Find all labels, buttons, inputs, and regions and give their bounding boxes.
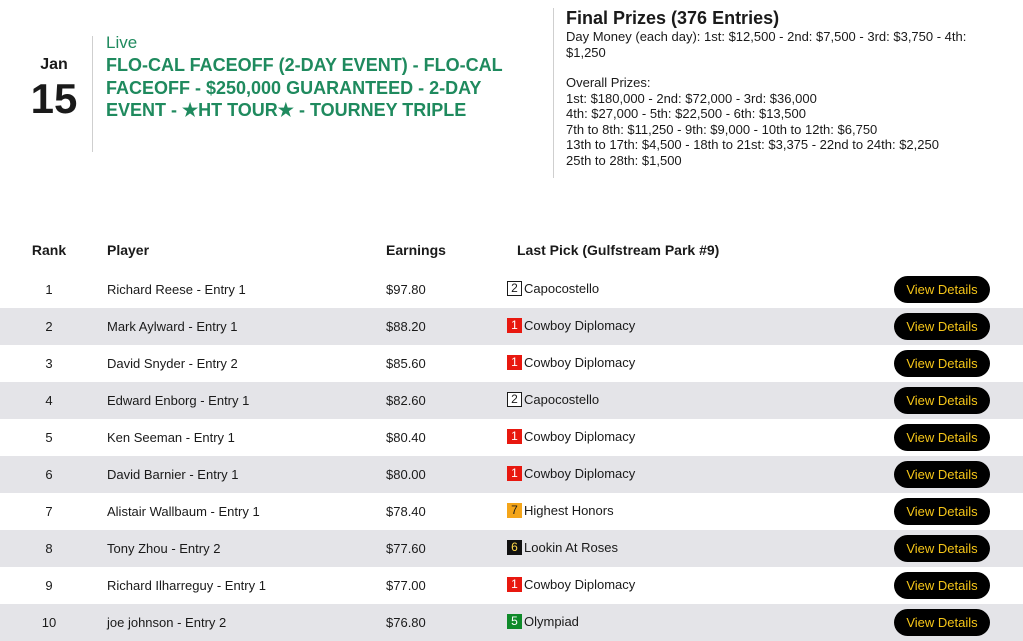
header-earnings: Earnings — [386, 242, 446, 258]
table-row — [0, 271, 1023, 308]
overall-prize-line: 25th to 28th: $1,500 — [566, 152, 682, 168]
post-position-badge: 7 — [507, 503, 522, 518]
last-pick-cell — [507, 281, 599, 296]
earnings-cell: $85.60 — [386, 356, 426, 371]
event-status: Live — [106, 33, 138, 52]
last-pick-cell — [507, 503, 614, 518]
overall-prize-line: 1st: $180,000 - 2nd: $72,000 - 3rd: $36,000 — [566, 90, 817, 106]
divider — [92, 36, 93, 152]
overall-prize-line: 4th: $27,000 - 5th: $22,500 - 6th: $13,500 — [566, 106, 806, 121]
post-position-badge: 1 — [507, 429, 522, 444]
event-title: FLO-CAL FACEOFF (2-DAY EVENT) - FLO-CAL FACEOFF - $250,000 GUARANTEED - 2-DAY EVENT - ★HT TOUR★ - TOURNEY TRIPLE — [106, 55, 503, 120]
last-pick-cell — [507, 614, 579, 629]
earnings-cell: $77.60 — [386, 541, 426, 556]
last-pick-cell — [507, 466, 635, 481]
horse-name: Cowboy Diplomacy — [524, 466, 636, 481]
rank-cell: 7 — [45, 504, 53, 519]
table-row — [0, 567, 1023, 604]
table-row — [0, 604, 1023, 641]
earnings-cell: $82.60 — [386, 393, 426, 408]
last-pick-cell — [507, 429, 635, 444]
last-pick-cell — [507, 318, 635, 333]
rank-cell: 9 — [45, 578, 53, 593]
view-details-button[interactable]: View Details — [894, 276, 990, 303]
event-header — [0, 0, 1023, 190]
overall-prizes-label: Overall Prizes: — [566, 75, 651, 90]
rank-cell: 10 — [41, 615, 57, 630]
horse-name: Olympiad — [524, 614, 579, 629]
player-cell: joe johnson - Entry 2 — [107, 615, 227, 630]
table-row — [0, 419, 1023, 456]
player-cell: Alistair Wallbaum - Entry 1 — [107, 504, 260, 519]
player-cell: Richard Reese - Entry 1 — [107, 282, 246, 297]
post-position-badge: 1 — [507, 466, 522, 481]
event-date — [30, 56, 78, 122]
prizes-panel — [566, 8, 1006, 168]
day-money: Day Money (each day): 1st: $12,500 - 2nd: $7,500 - 3rd: $3,750 - 4th: $1,250 — [566, 29, 967, 60]
header-last-pick: Last Pick (Gulfstream Park #9) — [517, 242, 720, 258]
table-row — [0, 382, 1023, 419]
view-details-button[interactable]: View Details — [894, 572, 990, 599]
post-position-badge: 2 — [507, 281, 522, 296]
event-info — [106, 33, 546, 122]
earnings-cell: $80.00 — [386, 467, 426, 482]
player-cell: Edward Enborg - Entry 1 — [107, 393, 250, 408]
view-details-button[interactable]: View Details — [894, 350, 990, 377]
player-cell: Richard Ilharreguy - Entry 1 — [107, 578, 266, 593]
last-pick-cell — [507, 540, 618, 555]
view-details-button[interactable]: View Details — [894, 387, 990, 414]
table-row — [0, 345, 1023, 382]
post-position-badge: 2 — [507, 392, 522, 407]
header-player: Player — [107, 242, 150, 258]
earnings-cell: $88.20 — [386, 319, 426, 334]
horse-name: Cowboy Diplomacy — [524, 429, 636, 444]
earnings-cell: $78.40 — [386, 504, 426, 519]
view-details-button[interactable]: View Details — [894, 535, 990, 562]
view-details-button[interactable]: View Details — [894, 461, 990, 488]
overall-prize-line: 7th to 8th: $11,250 - 9th: $9,000 - 10th to 12th: $6,750 — [566, 121, 878, 137]
leaderboard-table — [0, 231, 1023, 641]
rank-cell: 4 — [45, 393, 53, 408]
player-cell: David Snyder - Entry 2 — [107, 356, 238, 371]
table-row — [0, 456, 1023, 493]
rank-cell: 6 — [45, 467, 53, 482]
player-cell: Ken Seeman - Entry 1 — [107, 430, 235, 445]
horse-name: Cowboy Diplomacy — [524, 318, 636, 333]
view-details-button[interactable]: View Details — [894, 424, 990, 451]
horse-name: Capocostello — [524, 281, 600, 296]
horse-name: Capocostello — [524, 392, 600, 407]
rank-cell: 1 — [45, 282, 53, 297]
rank-cell: 5 — [45, 430, 53, 445]
post-position-badge: 1 — [507, 318, 522, 333]
last-pick-cell — [507, 355, 635, 370]
rank-cell: 8 — [45, 541, 53, 556]
table-row — [0, 493, 1023, 530]
rank-cell: 2 — [45, 319, 53, 334]
prizes-title: Final Prizes (376 Entries) — [566, 8, 780, 28]
player-cell: David Barnier - Entry 1 — [107, 467, 239, 482]
post-position-badge: 1 — [507, 355, 522, 370]
horse-name: Highest Honors — [524, 503, 614, 518]
player-cell: Mark Aylward - Entry 1 — [107, 319, 238, 334]
view-details-button[interactable]: View Details — [894, 609, 990, 636]
rank-cell: 3 — [45, 356, 53, 371]
post-position-badge: 6 — [507, 540, 522, 555]
horse-name: Cowboy Diplomacy — [524, 577, 636, 592]
earnings-cell: $77.00 — [386, 578, 426, 593]
table-row — [0, 308, 1023, 345]
event-month: Jan — [40, 56, 68, 73]
post-position-badge: 1 — [507, 577, 522, 592]
last-pick-cell — [507, 392, 599, 407]
player-cell: Tony Zhou - Entry 2 — [107, 541, 221, 556]
last-pick-cell — [507, 577, 635, 592]
table-header — [0, 231, 1023, 271]
overall-prize-line: 13th to 17th: $4,500 - 18th to 21st: $3,375 - 22nd to 24th: $2,250 — [566, 137, 939, 152]
table-row — [0, 530, 1023, 567]
view-details-button[interactable]: View Details — [894, 313, 990, 340]
earnings-cell: $80.40 — [386, 430, 426, 445]
earnings-cell: $97.80 — [386, 282, 426, 297]
header-rank: Rank — [31, 242, 67, 258]
horse-name: Cowboy Diplomacy — [524, 355, 636, 370]
view-details-button[interactable]: View Details — [894, 498, 990, 525]
divider — [553, 8, 554, 178]
post-position-badge: 5 — [507, 614, 522, 629]
earnings-cell: $76.80 — [386, 615, 426, 630]
horse-name: Lookin At Roses — [524, 540, 618, 555]
event-day: 15 — [30, 75, 78, 122]
